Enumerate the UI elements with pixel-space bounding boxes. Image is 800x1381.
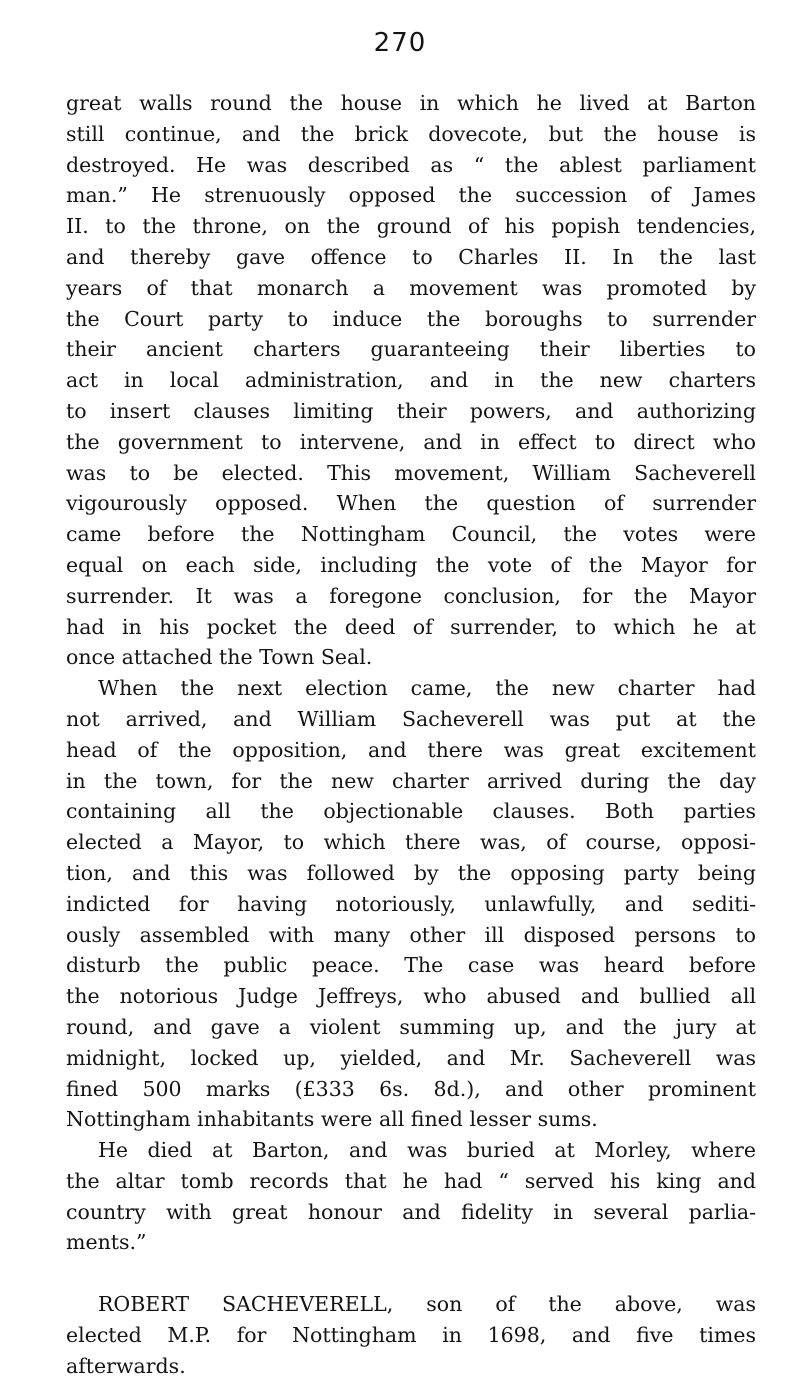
text-line: the Court party to induce the boroughs to surrender bbox=[66, 306, 756, 331]
text-line: not arrived, and William Sacheverell was put at the bbox=[66, 706, 756, 731]
paragraph-2 bbox=[66, 673, 756, 1135]
text-line: elected M.P. for Nottingham in 1698, and five times bbox=[66, 1322, 756, 1347]
text-line: II. to the throne, on the ground of his popish tendencies, bbox=[66, 214, 756, 239]
text-line: When the next election came, the new charter had bbox=[98, 676, 756, 701]
text-line: equal on each side, including the vote of the Mayor for bbox=[66, 552, 756, 577]
text-line: head of the opposition, and there was great excitement bbox=[66, 737, 756, 762]
text-line: in the town, for the new charter arrived during the day bbox=[66, 768, 756, 793]
text-line: midnight, locked up, yielded, and Mr. Sacheverell was bbox=[66, 1045, 756, 1070]
text-line: destroyed. He was described as “ the ablest parliament bbox=[66, 152, 756, 177]
text-line: the government to intervene, and in effect to direct who bbox=[66, 429, 756, 454]
text-line: man.” He strenuously opposed the succession of James bbox=[66, 183, 756, 208]
text-line: vigourously opposed. When the question of surrender bbox=[66, 491, 756, 516]
text-line: came before the Nottingham Council, the votes were bbox=[66, 522, 756, 547]
text-line: ously assembled with many other ill disposed persons to bbox=[66, 922, 756, 947]
text-line: disturb the public peace. The case was heard before bbox=[66, 953, 756, 978]
text-line: years of that monarch a movement was promoted by bbox=[66, 275, 756, 300]
text-line: and thereby gave offence to Charles II. In the last bbox=[66, 244, 756, 269]
text-line: had in his pocket the deed of surrender, to which he at bbox=[66, 614, 756, 639]
text-line: ROBERT SACHEVERELL, son of the above, was bbox=[98, 1292, 756, 1317]
body-text bbox=[66, 88, 756, 1381]
text-line: their ancient charters guaranteeing their liberties to bbox=[66, 337, 756, 362]
text-line: round, and gave a violent summing up, and the jury at bbox=[66, 1014, 756, 1039]
page-number: 270 bbox=[373, 28, 427, 58]
section-gap bbox=[66, 1258, 756, 1289]
text-line: indicted for having notoriously, unlawfully, and sediti- bbox=[66, 891, 756, 916]
text-line: country with great honour and fidelity in several parlia- bbox=[66, 1199, 756, 1224]
text-line: the notorious Judge Jeffreys, who abused and bullied all bbox=[66, 984, 756, 1009]
text-line: afterwards. bbox=[66, 1353, 186, 1378]
text-line: the altar tomb records that he had “ served his king and bbox=[66, 1168, 756, 1193]
paragraph-3 bbox=[66, 1135, 756, 1258]
text-line: great walls round the house in which he lived at Barton bbox=[66, 91, 756, 115]
text-line: still continue, and the brick dovecote, but the house is bbox=[66, 121, 756, 146]
text-line: containing all the objectionable clauses. Both parties bbox=[66, 799, 756, 824]
text-line: tion, and this was followed by the opposing party being bbox=[66, 860, 756, 885]
paragraph-4 bbox=[66, 1289, 756, 1381]
paragraph-1 bbox=[66, 88, 756, 673]
text-line: to insert clauses limiting their powers, and authorizing bbox=[66, 398, 756, 423]
text-line: He died at Barton, and was buried at Morley, where bbox=[98, 1138, 756, 1163]
text-line: was to be elected. This movement, William Sacheverell bbox=[66, 460, 756, 485]
text-line: act in local administration, and in the new charters bbox=[66, 368, 756, 393]
text-line: ments.” bbox=[66, 1230, 147, 1255]
text-line: Nottingham inhabitants were all fined lesser sums. bbox=[66, 1107, 598, 1132]
text-line: elected a Mayor, to which there was, of course, opposi- bbox=[66, 830, 756, 855]
text-line: once attached the Town Seal. bbox=[66, 645, 373, 670]
text-line: fined 500 marks (£333 6s. 8d.), and other prominent bbox=[66, 1076, 756, 1101]
text-line: surrender. It was a foregone conclusion, for the Mayor bbox=[66, 583, 756, 608]
